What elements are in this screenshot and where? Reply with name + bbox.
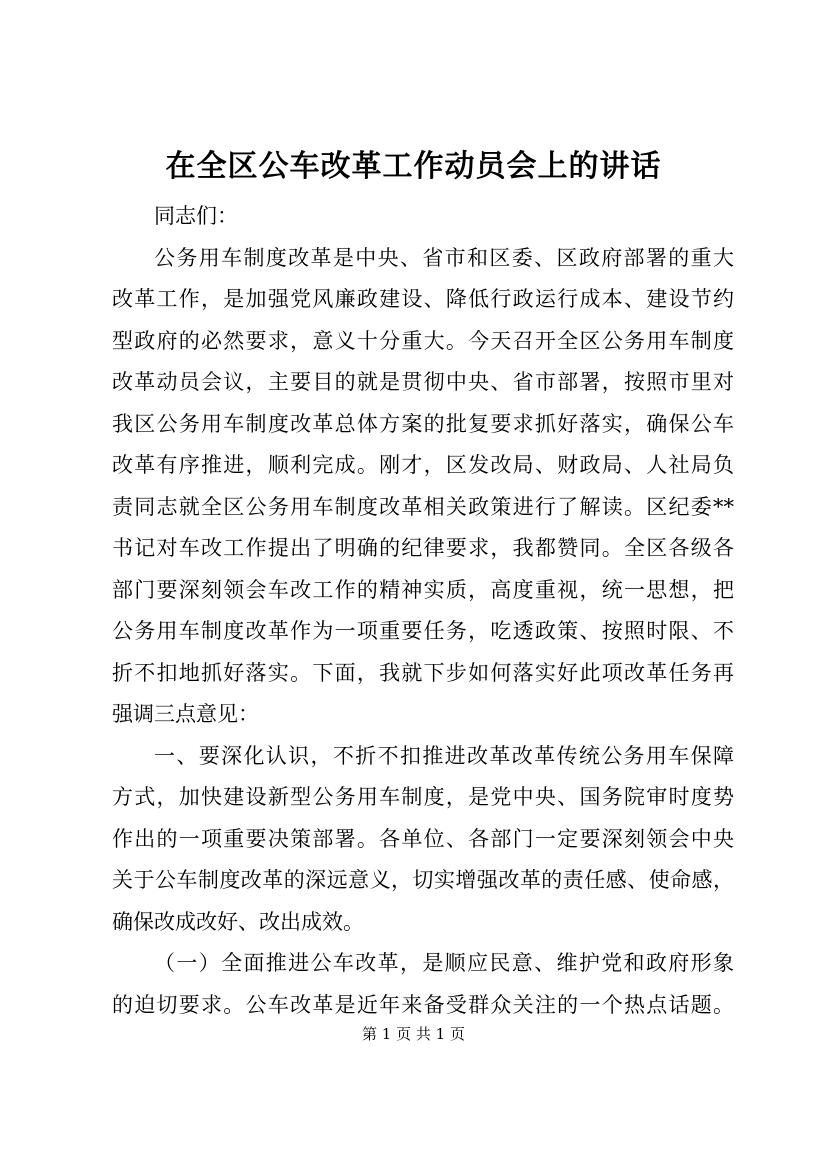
text-line: 确保改成改好、改出成效。 [112,909,364,934]
salutation-line: 同志们： [154,204,238,228]
page-number: 第 1 页 共 1 页 [362,1025,465,1043]
text-line: 责同志就全区公务用车制度改革相关政策进行了解读。区纪委** [112,494,734,519]
section-heading-line: 一、要深化认识，不折不扣推进改革改革传统公务用车保障 [154,743,734,768]
text-line: 改革工作，是加强党风廉政建设、降低行政运行成本、建设节约 [112,287,734,311]
text-line: 公务用车制度改革是中央、省市和区委、区政府部署的重大 [154,245,734,270]
text-line: 作出的一项重要决策部署。各单位、各部门一定要深刻领会中央 [112,826,734,851]
text-line: 的迫切要求。公车改革是近年来备受群众关注的一个热点话题。 [112,992,734,1017]
text-line: 型政府的必然要求，意义十分重大。今天召开全区公务用车制度 [112,328,734,353]
text-line: 公务用车制度改革作为一项重要任务，吃透政策、按照时限、不 [112,619,734,643]
text-line: 强调三点意见： [112,702,259,726]
subsection-heading-line: （一）全面推进公车改革，是顺应民意、维护党和政府形象 [154,951,734,975]
text-line: 我区公务用车制度改革总体方案的批复要求抓好落实，确保公车 [112,411,734,436]
document-title: 在全区公车改革工作动员会上的讲话 [165,149,662,184]
text-line: 折不扣地抓好落实。下面，我就下步如何落实好此项改革任务再 [112,660,734,685]
text-line: 改革有序推进，顺利完成。刚才，区发改局、财政局、人社局负 [112,453,734,477]
text-line: 方式，加快建设新型公务用车制度，是党中央、国务院审时度势 [112,785,734,809]
text-line: 改革动员会议，主要目的就是贯彻中央、省市部署，按照市里对 [112,370,734,394]
text-line: 关于公车制度改革的深远意义，切实增强改革的责任感、使命感， [112,868,734,892]
document-body [112,196,734,1026]
text-line: 书记对车改工作提出了明确的纪律要求，我都赞同。全区各级各 [112,536,734,560]
text-line: 部门要深刻领会车改工作的精神实质，高度重视，统一思想，把 [112,577,734,602]
